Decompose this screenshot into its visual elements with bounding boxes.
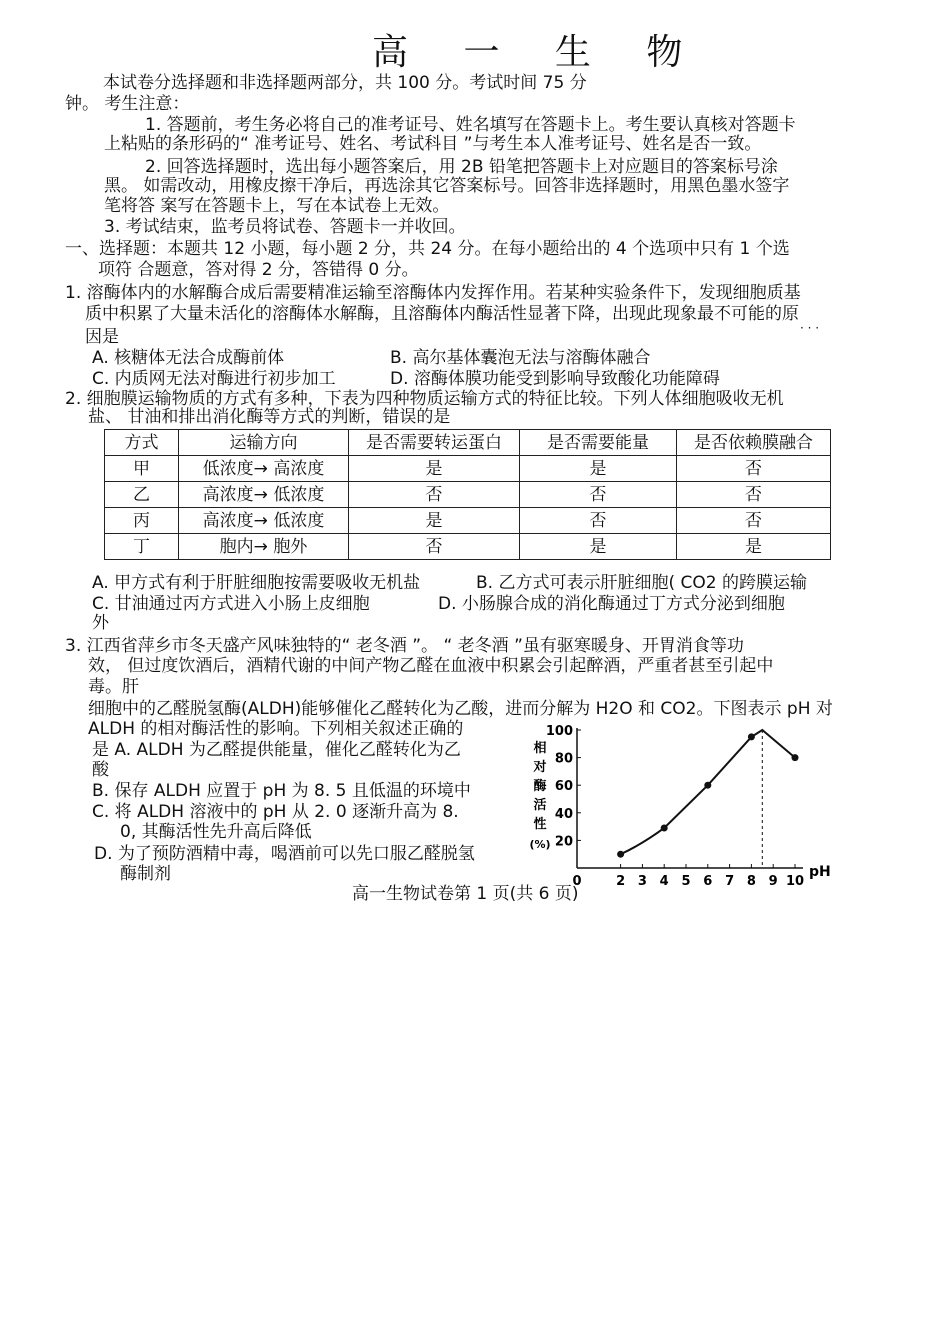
table-cell: 否 bbox=[677, 482, 831, 508]
table-header: 是否需要能量 bbox=[520, 430, 677, 456]
data-point bbox=[617, 851, 624, 858]
table-cell: 胞内→ 胞外 bbox=[179, 534, 349, 560]
question-3-option-c: 0, 其酶活性先升高后降低 bbox=[120, 822, 312, 842]
x-tick-label: 10 bbox=[785, 874, 805, 889]
table-cell: 是 bbox=[677, 534, 831, 560]
x-tick-label: 3 bbox=[637, 874, 647, 889]
page-footer: 高一生物试卷第 1 页(共 6 页) bbox=[352, 884, 579, 904]
y-tick-label: 40 bbox=[554, 806, 573, 822]
table-cell: 丁 bbox=[105, 534, 179, 560]
note-1: 1. 答题前，考生务必将自己的准考证号、姓名填写在答题卡上。考生要认真核对答题卡 bbox=[145, 115, 796, 135]
x-tick-label: 4 bbox=[659, 874, 669, 889]
table-cell: 否 bbox=[677, 456, 831, 482]
table-header: 是否需要转运蛋白 bbox=[349, 430, 520, 456]
table-cell: 否 bbox=[520, 482, 677, 508]
table-cell: 高浓度→ 低浓度 bbox=[179, 508, 349, 534]
note-2: 2. 回答选择题时，选出每小题答案后，用 2B 铅笔把答题卡上对应题目的答案标号涂 bbox=[145, 157, 778, 177]
question-3-option-a: 酸 bbox=[92, 760, 109, 780]
y-axis-label: 相对酶活性(%) bbox=[529, 741, 551, 851]
table-cell: 是 bbox=[520, 456, 677, 482]
table-cell: 是 bbox=[349, 508, 520, 534]
question-1-option-d: D. 溶酶体膜功能受到影响导致酸化功能障碍 bbox=[390, 369, 720, 389]
table-cell: 否 bbox=[349, 482, 520, 508]
question-2-option-a: A. 甲方式有利于肝脏细胞按需要吸收无机盐 bbox=[92, 573, 421, 593]
question-2-option-d: D. 小肠腺合成的消化酶通过丁方式分泌到细胞 bbox=[438, 594, 785, 614]
data-point bbox=[661, 824, 668, 831]
x-axis-label: pH bbox=[809, 864, 831, 880]
table-cell: 否 bbox=[349, 534, 520, 560]
question-2-stem: 2. 细胞膜运输物质的方式有多种，下表为四种物质运输方式的特征比较。下列人体细胞吸收无机 bbox=[65, 389, 784, 409]
note-2: 黑。 如需改动，用橡皮擦干净后，再选涂其它答案标号。回答非选择题时，用黑色墨水签字 bbox=[104, 176, 790, 196]
table-cell: 乙 bbox=[105, 482, 179, 508]
question-3-stem: 3. 江西省萍乡市冬天盛产风味独特的“ 老冬酒 ”。 “ 老冬酒 ”虽有驱寒暖身、开胃消食等功 bbox=[65, 636, 744, 656]
table-row bbox=[105, 508, 831, 534]
table-header-row bbox=[105, 430, 831, 456]
x-tick-label: 0 bbox=[572, 874, 582, 889]
question-3-stem: ALDH 的相对酶活性的影响。下列相关叙述正确的 bbox=[88, 719, 464, 739]
question-2-stem: 盐、 甘油和排出消化酶等方式的判断，错误的是 bbox=[88, 407, 451, 427]
table-row bbox=[105, 482, 831, 508]
x-tick-label: 2 bbox=[616, 874, 626, 889]
table-cell: 是 bbox=[520, 534, 677, 560]
x-tick-label: 6 bbox=[703, 874, 713, 889]
note-3: 3. 考试结束，监考员将试卷、答题卡一并收回。 bbox=[104, 217, 466, 237]
question-1-option-a: A. 核糖体无法合成酶前体 bbox=[92, 348, 285, 368]
table-cell: 低浓度→ 高浓度 bbox=[179, 456, 349, 482]
x-tick-label: 9 bbox=[768, 874, 778, 889]
question-2-option-b: B. 乙方式可表示肝脏细胞( CO2 的跨膜运输 bbox=[476, 573, 807, 593]
table-cell: 否 bbox=[677, 508, 831, 534]
table-cell: 是 bbox=[349, 456, 520, 482]
emphasis-dots: · · · bbox=[800, 321, 820, 335]
question-3-option-c: C. 将 ALDH 溶液中的 pH 从 2. 0 逐渐升高为 8. bbox=[92, 802, 459, 822]
data-point bbox=[704, 782, 711, 789]
table-cell: 丙 bbox=[105, 508, 179, 534]
question-1-stem: 因是 bbox=[85, 327, 119, 347]
question-3-stem: 毒。肝 bbox=[88, 677, 139, 697]
transport-table bbox=[104, 429, 831, 560]
table-header: 是否依赖膜融合 bbox=[677, 430, 831, 456]
question-1-option-b: B. 高尔基体囊泡无法与溶酶体融合 bbox=[390, 348, 651, 368]
series-line bbox=[621, 730, 795, 854]
question-3-option-a: 是 A. ALDH 为乙醛提供能量，催化乙醛转化为乙 bbox=[92, 740, 461, 760]
section-heading: 项符 合题意，答对得 2 分，答错得 0 分。 bbox=[98, 260, 419, 280]
intro-line: 本试卷分选择题和非选择题两部分，共 100 分。考试时间 75 分 bbox=[103, 73, 587, 93]
note-1: 上粘贴的条形码的“ 准考证号、姓名、考试科目 ”与考生本人准考证号、姓名是否一致。 bbox=[104, 134, 762, 154]
x-tick-label: 5 bbox=[681, 874, 691, 889]
y-tick-label: 80 bbox=[554, 751, 573, 767]
y-tick-label: 60 bbox=[554, 779, 573, 795]
table-cell: 甲 bbox=[105, 456, 179, 482]
table-header: 方式 bbox=[105, 430, 179, 456]
question-3-stem: 效， 但过度饮酒后，酒精代谢的中间产物乙醛在血液中积累会引起醉酒，严重者甚至引起中 bbox=[88, 656, 774, 676]
question-3-option-d: 酶制剂 bbox=[120, 864, 171, 884]
x-tick-label: 7 bbox=[725, 874, 735, 889]
question-3-option-d: D. 为了预防酒精中毒，喝酒前可以先口服乙醛脱氢 bbox=[94, 844, 475, 864]
y-tick-label: 100 bbox=[545, 724, 573, 739]
question-2-option-c: C. 甘油通过丙方式进入小肠上皮细胞 bbox=[92, 594, 370, 614]
x-tick-label: 8 bbox=[746, 874, 756, 889]
table-row bbox=[105, 534, 831, 560]
ph-activity-chart bbox=[520, 718, 840, 893]
page-title: 高 一 生 物 bbox=[372, 32, 705, 73]
question-2-option-d: 外 bbox=[92, 613, 109, 633]
table-row bbox=[105, 456, 831, 482]
section-heading: 一、选择题：本题共 12 小题，每小题 2 分，共 24 分。在每小题给出的 4 个选项中只有 1 个选 bbox=[65, 239, 790, 259]
intro-line: 钟。 考生注意： bbox=[65, 94, 190, 114]
table-cell: 高浓度→ 低浓度 bbox=[179, 482, 349, 508]
data-point bbox=[748, 733, 755, 740]
data-point bbox=[792, 754, 799, 761]
y-tick-label: 20 bbox=[554, 834, 573, 850]
question-1-stem: 1. 溶酶体内的水解酶合成后需要精准运输至溶酶体内发挥作用。若某种实验条件下，发现细胞质基 bbox=[65, 283, 801, 303]
question-3-stem: 细胞中的乙醛脱氢酶(ALDH)能够催化乙醛转化为乙酸，进而分解为 H2O 和 CO2。下图表示 pH 对 bbox=[88, 699, 833, 719]
question-1-stem: 质中积累了大量未活化的溶酶体水解酶，且溶酶体内酶活性显著下降，出现此现象最不可能的原 bbox=[85, 304, 799, 324]
question-1-option-c: C. 内质网无法对酶进行初步加工 bbox=[92, 369, 336, 389]
note-2: 笔将答 案写在答题卡上，写在本试卷上无效。 bbox=[104, 196, 450, 216]
table-cell: 否 bbox=[520, 508, 677, 534]
table-header: 运输方向 bbox=[179, 430, 349, 456]
question-3-option-b: B. 保存 ALDH 应置于 pH 为 8. 5 且低温的环境中 bbox=[92, 781, 471, 801]
